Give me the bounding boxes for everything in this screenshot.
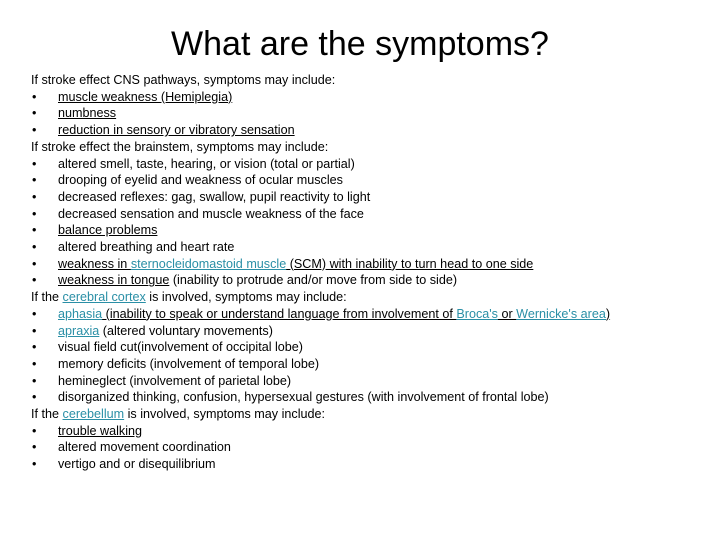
item-text: hemineglect (involvement of parietal lobe) xyxy=(58,373,292,388)
bullet-icon: • xyxy=(32,323,37,338)
item-text-part: weakness in xyxy=(58,256,131,271)
item-text: altered movement coordination xyxy=(58,440,231,455)
brocas-link[interactable]: Broca's xyxy=(456,306,498,321)
item-text-part: or xyxy=(497,306,517,321)
section-intro-cortex xyxy=(31,289,691,306)
list-item xyxy=(31,306,691,323)
bullet-icon: • xyxy=(32,423,37,438)
bullet-icon: • xyxy=(32,390,37,405)
sternocleidomastoid-link[interactable]: sternocleidomastoid muscle xyxy=(130,256,287,271)
list-item xyxy=(31,239,691,256)
item-text: balance problems xyxy=(58,223,158,238)
list-item xyxy=(31,256,691,273)
list-item xyxy=(31,439,691,456)
bullet-icon: • xyxy=(32,123,37,138)
item-text: (altered voluntary movements) xyxy=(99,323,273,338)
item-text: (inability to protrude and/or move from side to side) xyxy=(169,273,458,288)
symptom-list xyxy=(31,72,691,473)
bullet-icon: • xyxy=(32,89,37,104)
list-item xyxy=(31,172,691,189)
list-item xyxy=(31,189,691,206)
aphasia-link[interactable]: aphasia xyxy=(58,306,103,321)
list-item xyxy=(31,105,691,122)
bullet-icon: • xyxy=(32,206,37,221)
item-text: disorganized thinking, confusion, hypersexual gestures (with involvement of frontal lobe) xyxy=(58,390,549,405)
bullet-icon: • xyxy=(32,457,37,472)
list-item xyxy=(31,356,691,373)
bullet-icon: • xyxy=(32,373,37,388)
list-item xyxy=(31,222,691,239)
list-item xyxy=(31,339,691,356)
item-text-part: (inability to speak or understand language from involvement of xyxy=(102,306,457,321)
list-item xyxy=(31,423,691,440)
bullet-icon: • xyxy=(32,240,37,255)
section-intro-cerebellum xyxy=(31,406,691,423)
bullet-icon: • xyxy=(32,173,37,188)
intro-text-part: If the xyxy=(31,290,63,305)
bullet-icon: • xyxy=(32,189,37,204)
item-text: visual field cut(involvement of occipital lobe) xyxy=(58,340,303,355)
list-item xyxy=(31,206,691,223)
item-text: vertigo and or disequilibrium xyxy=(58,457,216,472)
item-text xyxy=(58,257,533,271)
intro-text-part: If the xyxy=(31,407,63,422)
item-text: trouble walking xyxy=(58,423,143,438)
item-text xyxy=(58,307,610,321)
list-item xyxy=(31,122,691,139)
bullet-icon: • xyxy=(32,106,37,121)
bullet-icon: • xyxy=(32,440,37,455)
bullet-icon: • xyxy=(32,340,37,355)
item-text: memory deficits (involvement of temporal lobe) xyxy=(58,356,320,371)
item-text: altered breathing and heart rate xyxy=(58,240,235,255)
bullet-icon: • xyxy=(32,156,37,171)
bullet-icon: • xyxy=(32,273,37,288)
section-intro-cns: If stroke effect CNS pathways, symptoms may include: xyxy=(31,73,336,87)
bullet-icon: • xyxy=(32,256,37,271)
apraxia-link[interactable]: apraxia xyxy=(58,323,100,338)
item-text: muscle weakness (Hemiplegia) xyxy=(58,89,233,104)
item-text-part: (SCM) with inability to turn head to one side xyxy=(286,256,534,271)
item-text: reduction in sensory or vibratory sensation xyxy=(58,123,295,138)
item-text: decreased reflexes: gag, swallow, pupil reactivity to light xyxy=(58,189,371,204)
bullet-icon: • xyxy=(32,356,37,371)
list-item xyxy=(31,373,691,390)
list-item xyxy=(31,272,691,289)
cerebral-cortex-link[interactable]: cerebral cortex xyxy=(62,290,146,305)
intro-text-part: is involved, symptoms may include: xyxy=(145,290,347,305)
list-item xyxy=(31,156,691,173)
cerebellum-link[interactable]: cerebellum xyxy=(62,407,125,422)
list-item xyxy=(31,456,691,473)
intro-text-part: is involved, symptoms may include: xyxy=(124,407,325,422)
section-intro-brainstem: If stroke effect the brainstem, symptoms may include: xyxy=(31,139,329,154)
item-text: drooping of eyelid and weakness of ocular muscles xyxy=(58,173,343,188)
bullet-icon: • xyxy=(32,306,37,321)
bullet-icon: • xyxy=(32,223,37,238)
list-item xyxy=(31,89,691,106)
item-text: altered smell, taste, hearing, or vision (total or partial) xyxy=(58,156,355,171)
item-text-underlined: weakness in tongue xyxy=(58,273,170,288)
list-item xyxy=(31,323,691,340)
slide-title: What are the symptoms? xyxy=(171,25,549,63)
wernickes-area-link[interactable]: Wernicke's area xyxy=(516,306,606,321)
item-text: decreased sensation and muscle weakness of the face xyxy=(58,206,364,221)
item-text-part: ) xyxy=(605,306,611,321)
list-item xyxy=(31,389,691,406)
item-text: numbness xyxy=(58,106,117,121)
